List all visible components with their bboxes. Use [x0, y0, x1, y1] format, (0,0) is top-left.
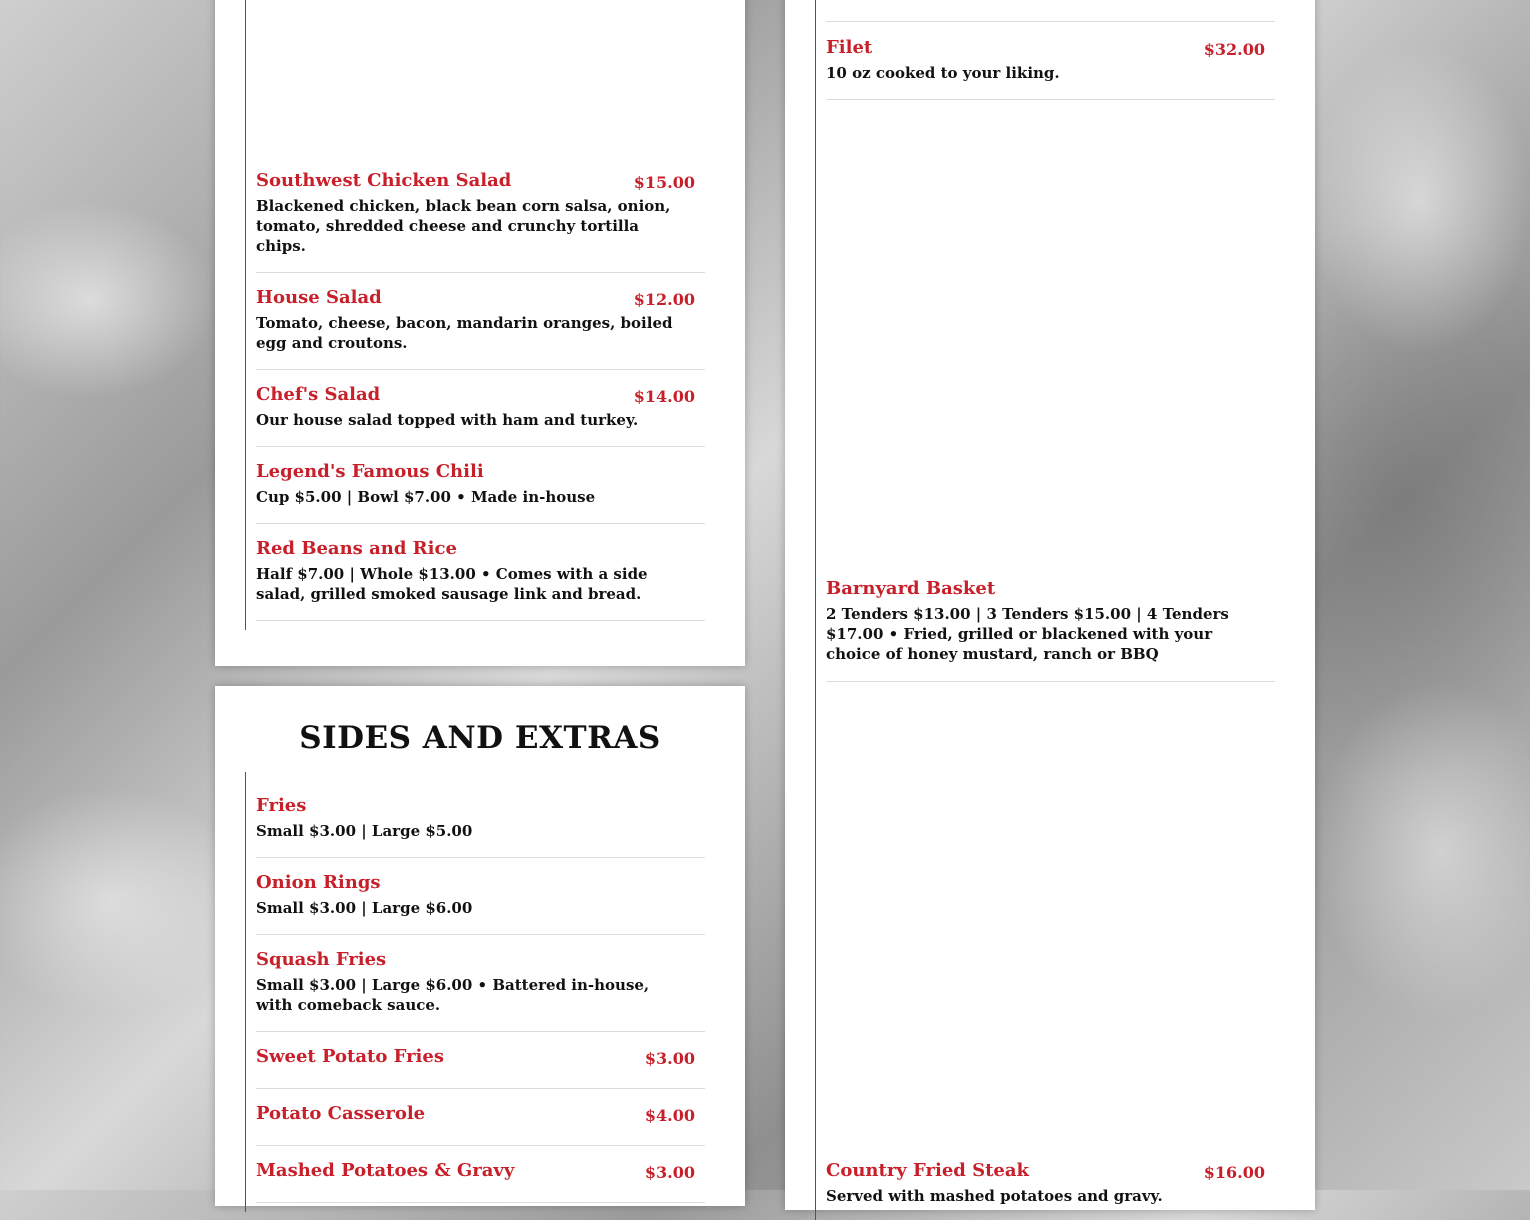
sides-panel	[215, 686, 745, 1206]
item-description: Small $3.00 | Large $5.00	[256, 822, 473, 840]
item-name: House Salad	[256, 287, 382, 308]
item-description: Tomato, cheese, bacon, mandarin oranges, boiled egg and croutons.	[256, 314, 673, 352]
menu-item	[256, 287, 705, 370]
menu-item	[256, 1046, 705, 1089]
menu-item	[256, 1103, 705, 1146]
menu-item	[256, 461, 705, 524]
entrees-list	[815, 0, 1276, 1220]
item-name: Squash Fries	[256, 949, 387, 970]
menu-item	[256, 949, 705, 1032]
menu-item	[256, 538, 705, 621]
menu-item	[256, 795, 705, 858]
item-name: Southwest Chicken Salad	[256, 170, 512, 191]
item-name: Legend's Famous Chili	[256, 461, 484, 482]
sides-list	[245, 772, 706, 1212]
menu-item	[826, 578, 1275, 682]
item-description: Half $7.00 | Whole $13.00 • Comes with a side salad, grilled smoked sausage link and bread.	[256, 565, 648, 603]
section-title: SIDES AND EXTRAS	[299, 720, 661, 756]
item-name: Red Beans and Rice	[256, 538, 457, 559]
item-description: Small $3.00 | Large $6.00	[256, 899, 473, 917]
item-name: Filet	[826, 37, 873, 58]
item-name: Potato Casserole	[256, 1103, 426, 1124]
salads-panel	[215, 0, 745, 666]
menu-item	[826, 0, 1275, 22]
item-price: $32.00	[1203, 40, 1265, 59]
item-price: $16.00	[1203, 1163, 1265, 1182]
menu-item	[826, 1160, 1275, 1220]
item-price: $15.00	[633, 173, 695, 192]
item-name: Barnyard Basket	[826, 578, 996, 599]
menu-item	[826, 37, 1275, 100]
item-description: Blackened chicken, black bean corn salsa, onion, tomato, shredded cheese and crunchy tortilla chips.	[256, 197, 671, 255]
item-price: $12.00	[633, 290, 695, 309]
entrees-panel	[785, 0, 1315, 1210]
menu-item	[256, 384, 705, 447]
item-price: $3.00	[644, 1049, 695, 1068]
item-description: Served with mashed potatoes and gravy.	[826, 1187, 1163, 1205]
item-name: Country Fried Steak	[826, 1160, 1030, 1181]
item-name: Fries	[256, 795, 307, 816]
salads-list	[245, 0, 706, 630]
item-description: 2 Tenders $13.00 | 3 Tenders $15.00 | 4 Tenders $17.00 • Fried, grilled or blackened with your choice of honey mustard, ranch or BBQ	[826, 605, 1229, 663]
item-description: Small $3.00 | Large $6.00 • Battered in-house, with comeback sauce.	[256, 976, 650, 1014]
menu-item	[256, 1160, 705, 1203]
menu-item	[256, 872, 705, 935]
menu-item	[256, 170, 705, 273]
item-name: Mashed Potatoes & Gravy	[256, 1160, 515, 1181]
item-description: 10 oz cooked to your liking.	[826, 64, 1060, 82]
item-price: $14.00	[633, 387, 695, 406]
item-price: $3.00	[644, 1163, 695, 1182]
item-name: Chef's Salad	[256, 384, 381, 405]
item-name: Sweet Potato Fries	[256, 1046, 444, 1067]
item-description: Our house salad topped with ham and turkey.	[256, 411, 639, 429]
item-description: Cup $5.00 | Bowl $7.00 • Made in-house	[256, 488, 596, 506]
item-name: Onion Rings	[256, 872, 381, 893]
item-price: $4.00	[644, 1106, 695, 1125]
